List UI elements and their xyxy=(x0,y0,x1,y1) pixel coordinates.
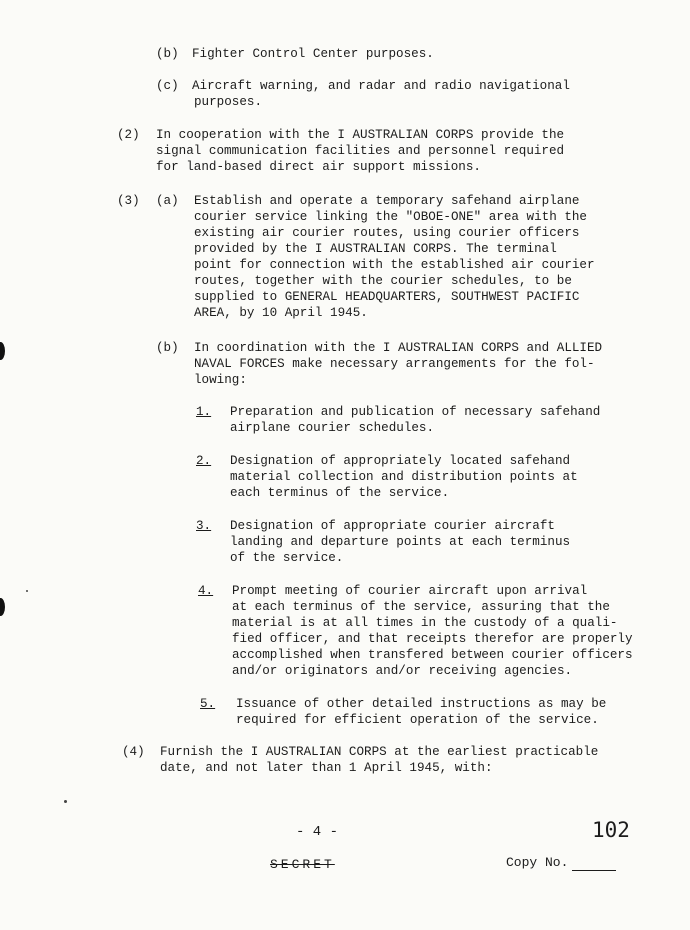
text-line: supplied to GENERAL HEADQUARTERS, SOUTHWEST PACIFIC xyxy=(194,290,580,304)
item-label-b: (b) xyxy=(156,47,179,61)
subitem-label-4: 4. xyxy=(198,584,214,598)
text-line: In cooperation with the I AUSTRALIAN CORPS provide the xyxy=(156,128,565,142)
paragraph-label-4: (4) xyxy=(122,745,145,759)
text-line: courier service linking the "OBOE-ONE" area with the xyxy=(194,210,587,224)
subitem-text-1 xyxy=(230,404,600,436)
paragraph-text-4 xyxy=(160,744,598,776)
copy-number-blank xyxy=(572,858,616,871)
text-line: provided by the I AUSTRALIAN CORPS. The terminal xyxy=(194,242,557,256)
scan-speck xyxy=(64,800,67,803)
text-line: at each terminus of the service, assuring that the xyxy=(232,600,610,614)
text-line: required for efficient operation of the service. xyxy=(236,713,599,727)
text-line: each terminus of the service. xyxy=(230,486,450,500)
text-line: and/or originators and/or receiving agencies. xyxy=(232,664,573,678)
item-label-c: (c) xyxy=(156,79,179,93)
text-line: for land-based direct air support missions. xyxy=(156,160,481,174)
paragraph-label-2: (2) xyxy=(117,128,140,142)
copy-label: Copy No. xyxy=(506,855,569,870)
subparagraph-label-b: (b) xyxy=(156,341,179,355)
text-line: Aircraft warning, and radar and radio navigational xyxy=(192,79,570,93)
text-line: date, and not later than 1 April 1945, with: xyxy=(160,761,493,775)
classification-marking: SECRET xyxy=(270,857,335,872)
subitem-text-2 xyxy=(230,453,578,501)
text-line: Designation of appropriately located safehand xyxy=(230,454,571,468)
text-line: existing air courier routes, using courier officers xyxy=(194,226,580,240)
text-line: accomplished when transfered between courier officers xyxy=(232,648,633,662)
text-line: Furnish the I AUSTRALIAN CORPS at the earliest practicable xyxy=(160,745,599,759)
stamp-number: 102 xyxy=(592,818,630,842)
text-line: airplane courier schedules. xyxy=(230,421,435,435)
text-line: point for connection with the established air courier xyxy=(194,258,595,272)
text-line: Fighter Control Center purposes. xyxy=(192,47,434,61)
text-line: landing and departure points at each terminus xyxy=(230,535,571,549)
text-line: signal communication facilities and personnel required xyxy=(156,144,565,158)
text-line: Preparation and publication of necessary safehand xyxy=(230,405,601,419)
text-line: In coordination with the I AUSTRALIAN CORPS and ALLIED xyxy=(194,341,603,355)
text-line: material collection and distribution points at xyxy=(230,470,578,484)
scan-speck xyxy=(26,590,28,592)
text-line: AREA, by 10 April 1945. xyxy=(194,306,368,320)
page-number: - 4 - xyxy=(296,824,339,840)
subparagraph-label-a: (a) xyxy=(156,194,179,208)
text-line: Designation of appropriate courier aircraft xyxy=(230,519,555,533)
punch-hole xyxy=(0,598,5,616)
text-line: lowing: xyxy=(194,373,247,387)
text-line: of the service. xyxy=(230,551,344,565)
text-line: Issuance of other detailed instructions as may be xyxy=(236,697,607,711)
text-line: Prompt meeting of courier aircraft upon arrival xyxy=(232,584,588,598)
subitem-label-5: 5. xyxy=(200,697,216,711)
subitem-text-3 xyxy=(230,518,570,566)
punch-hole xyxy=(0,342,5,360)
text-line: NAVAL FORCES make necessary arrangements for the fol- xyxy=(194,357,595,371)
text-line: material is at all times in the custody of a quali- xyxy=(232,616,618,630)
copy-number-field xyxy=(506,855,616,871)
paragraph-text-2 xyxy=(156,127,564,175)
text-line: purposes. xyxy=(194,95,263,109)
subitem-text-5 xyxy=(236,696,606,728)
item-text-b xyxy=(192,46,434,62)
subitem-label-1: 1. xyxy=(196,405,212,419)
subitem-label-2: 2. xyxy=(196,454,212,468)
subitem-label-3: 3. xyxy=(196,519,212,533)
text-line: Establish and operate a temporary safehand airplane xyxy=(194,194,580,208)
text-line: fied officer, and that receipts therefor are properly xyxy=(232,632,633,646)
item-text-c xyxy=(192,78,570,110)
text-line: routes, together with the courier schedules, to be xyxy=(194,274,572,288)
paragraph-text-3a xyxy=(194,193,595,321)
subitem-text-4 xyxy=(232,583,633,679)
paragraph-text-3b xyxy=(194,340,602,388)
paragraph-label-3: (3) xyxy=(117,194,140,208)
